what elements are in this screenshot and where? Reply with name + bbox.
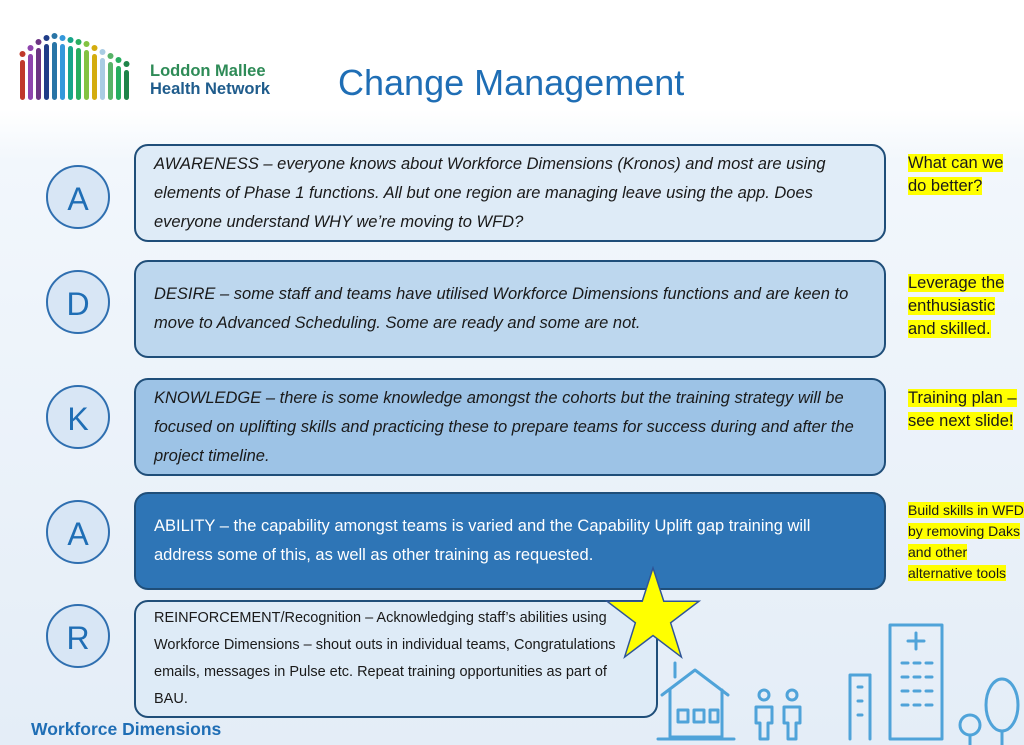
stage-letter-ability: A (46, 500, 110, 564)
people-icon (756, 690, 800, 739)
city-illustration (650, 615, 1024, 745)
stage-letter-knowledge: K (46, 385, 110, 449)
note-desire-text: Leverage the enthusiastic and skilled. (908, 274, 1005, 338)
note-awareness (908, 152, 1020, 198)
house-icon (658, 663, 734, 739)
org-name-line1: Loddon Mallee (150, 62, 266, 80)
org-name (150, 62, 270, 98)
stage-text-reinforcement: REINFORCEMENT/Recognition – Acknowledging staff’s abilities using Workforce Dimensions – shout outs in individual teams, Congratulations emails, messages in Pulse etc. Repeat training opportunities as part of BAU. (154, 610, 616, 707)
stage-box-desire (134, 260, 886, 358)
note-ability (908, 500, 1024, 584)
org-name-line2: Health Network (150, 80, 271, 98)
stage-box-ability (134, 492, 886, 590)
network-logo (18, 30, 153, 105)
hospital-icon (850, 625, 942, 739)
stage-letter-reinforcement: R (46, 604, 110, 668)
note-knowledge-text: Training plan – see next slide! (908, 389, 1017, 430)
stage-box-awareness (134, 144, 886, 242)
stage-text-ability: ABILITY – the capability amongst teams is varied and the Capability Uplift gap training will address some of this, as well as other training as requested. (154, 517, 811, 564)
note-ability-text: Build skills in WFD by removing Daks and other alternative tools (908, 502, 1024, 581)
note-desire (908, 272, 1020, 341)
stage-text-desire: DESIRE – some staff and teams have utilised Workforce Dimensions functions and are keen to move to Advanced Scheduling. Some are ready and some are not. (154, 285, 849, 332)
note-knowledge (908, 387, 1020, 433)
note-awareness-text: What can we do better? (908, 154, 1004, 195)
tree-icon (960, 679, 1018, 745)
stage-letter-desire: D (46, 270, 110, 334)
stage-letter-awareness: A (46, 165, 110, 229)
stage-box-reinforcement (134, 600, 658, 718)
page-title: Change Management (338, 62, 685, 103)
stage-text-knowledge: KNOWLEDGE – there is some knowledge amongst the cohorts but the training strategy will be focused on uplifting skills and practicing these to prepare teams for success during and after the project timeline. (154, 388, 854, 465)
stage-box-knowledge (134, 378, 886, 476)
stage-text-awareness: AWARENESS – everyone knows about Workforce Dimensions (Kronos) and most are using elements of Phase 1 functions. All but one region are managing leave using the app. Does everyone understand WHY we’re moving to WFD? (154, 154, 826, 231)
footer-label: Workforce Dimensions (31, 719, 222, 739)
